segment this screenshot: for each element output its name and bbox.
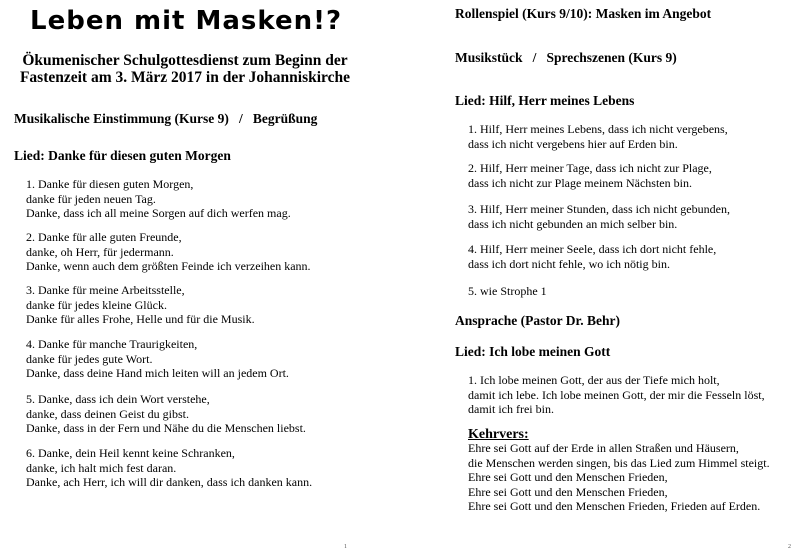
subtitle-line-2: Fastenzeit am 3. März 2017 in der Johanniskirche bbox=[19, 69, 351, 86]
verse-1: 1. Danke für diesen guten Morgen, danke für jeden neuen Tag. Danke, dass ich all meine Sorgen auf dich werfen mag. bbox=[26, 177, 291, 221]
lobe-verse-1: 1. Ich lobe meinen Gott, der aus der Tiefe mich holt, damit ich lebe. Ich lobe meinen Gott, der mir die Fesseln löst, damit ich frei bin. bbox=[468, 373, 765, 417]
hilf-verse-3: 3. Hilf, Herr meiner Stunden, dass ich nicht gebunden, dass ich nicht gebunden an mich selber bin. bbox=[468, 202, 730, 231]
song-title-danke: Lied: Danke für diesen guten Morgen bbox=[14, 148, 231, 163]
song-title-ich-lobe: Lied: Ich lobe meinen Gott bbox=[455, 344, 611, 359]
heading-musikstueck: Musikstück / Sprechszenen (Kurs 9) bbox=[455, 50, 677, 65]
kehrvers-label: Kehrvers: bbox=[468, 427, 529, 442]
hilf-verse-4: 4. Hilf, Herr meiner Seele, dass ich dort nicht fehle, dass ich dort nicht fehle, wo ich nötig bin. bbox=[468, 242, 717, 271]
hilf-verse-2: 2. Hilf, Herr meiner Tage, dass ich nicht zur Plage, dass ich nicht zur Plage meinem Nächsten bin. bbox=[468, 161, 712, 190]
page-number-2: 2 bbox=[788, 544, 791, 550]
verse-5: 5. Danke, dass ich dein Wort verstehe, danke, dass deinen Geist du gibst. Danke, dass in der Fern und Nähe du die Menschen liebst. bbox=[26, 392, 306, 436]
kehrvers-text: Ehre sei Gott auf der Erde in allen Straßen und Häusern, die Menschen werden singen, bis das Lied zum Himmel steigt. Ehre sei Gott und den Menschen Frieden, Ehre sei Gott und den Menschen Frieden, Ehre sei Gott und den Menschen Frieden, Frieden auf Erden. bbox=[468, 441, 770, 514]
song-title-hilf: Lied: Hilf, Herr meines Lebens bbox=[455, 93, 635, 108]
heading-ansprache: Ansprache (Pastor Dr. Behr) bbox=[455, 313, 620, 328]
right-page bbox=[400, 0, 800, 553]
verse-4: 4. Danke für manche Traurigkeiten, danke für jedes gute Wort. Danke, dass deine Hand mich leiten will an jedem Ort. bbox=[26, 337, 289, 381]
page-number-1: 1 bbox=[344, 544, 347, 550]
page-title: Leben mit Masken!? bbox=[30, 6, 343, 36]
verse-3: 3. Danke für meine Arbeitsstelle, danke für jedes kleine Glück. Danke für alles Frohe, Helle und für die Musik. bbox=[26, 283, 255, 327]
verse-2: 2. Danke für alle guten Freunde, danke, oh Herr, für jedermann. Danke, wenn auch dem größten Feinde ich verzeihen kann. bbox=[26, 230, 311, 274]
heading-rollenspiel: Rollenspiel (Kurs 9/10): Masken im Angebot bbox=[455, 6, 712, 21]
verse-6: 6. Danke, dein Heil kennt keine Schranken, danke, ich halt mich fest daran. Danke, ach Herr, ich will dir danken, dass ich danken kann. bbox=[26, 446, 313, 490]
hilf-verse-1: 1. Hilf, Herr meines Lebens, dass ich nicht vergebens, dass ich nicht vergebens hier auf Erden bin. bbox=[468, 122, 728, 151]
section-heading-intro: Musikalische Einstimmung (Kurse 9) / Begrüßung bbox=[14, 111, 318, 126]
hilf-verse-5: 5. wie Strophe 1 bbox=[468, 284, 547, 298]
subtitle-line-1: Ökumenischer Schulgottesdienst zum Beginn der bbox=[22, 52, 348, 69]
